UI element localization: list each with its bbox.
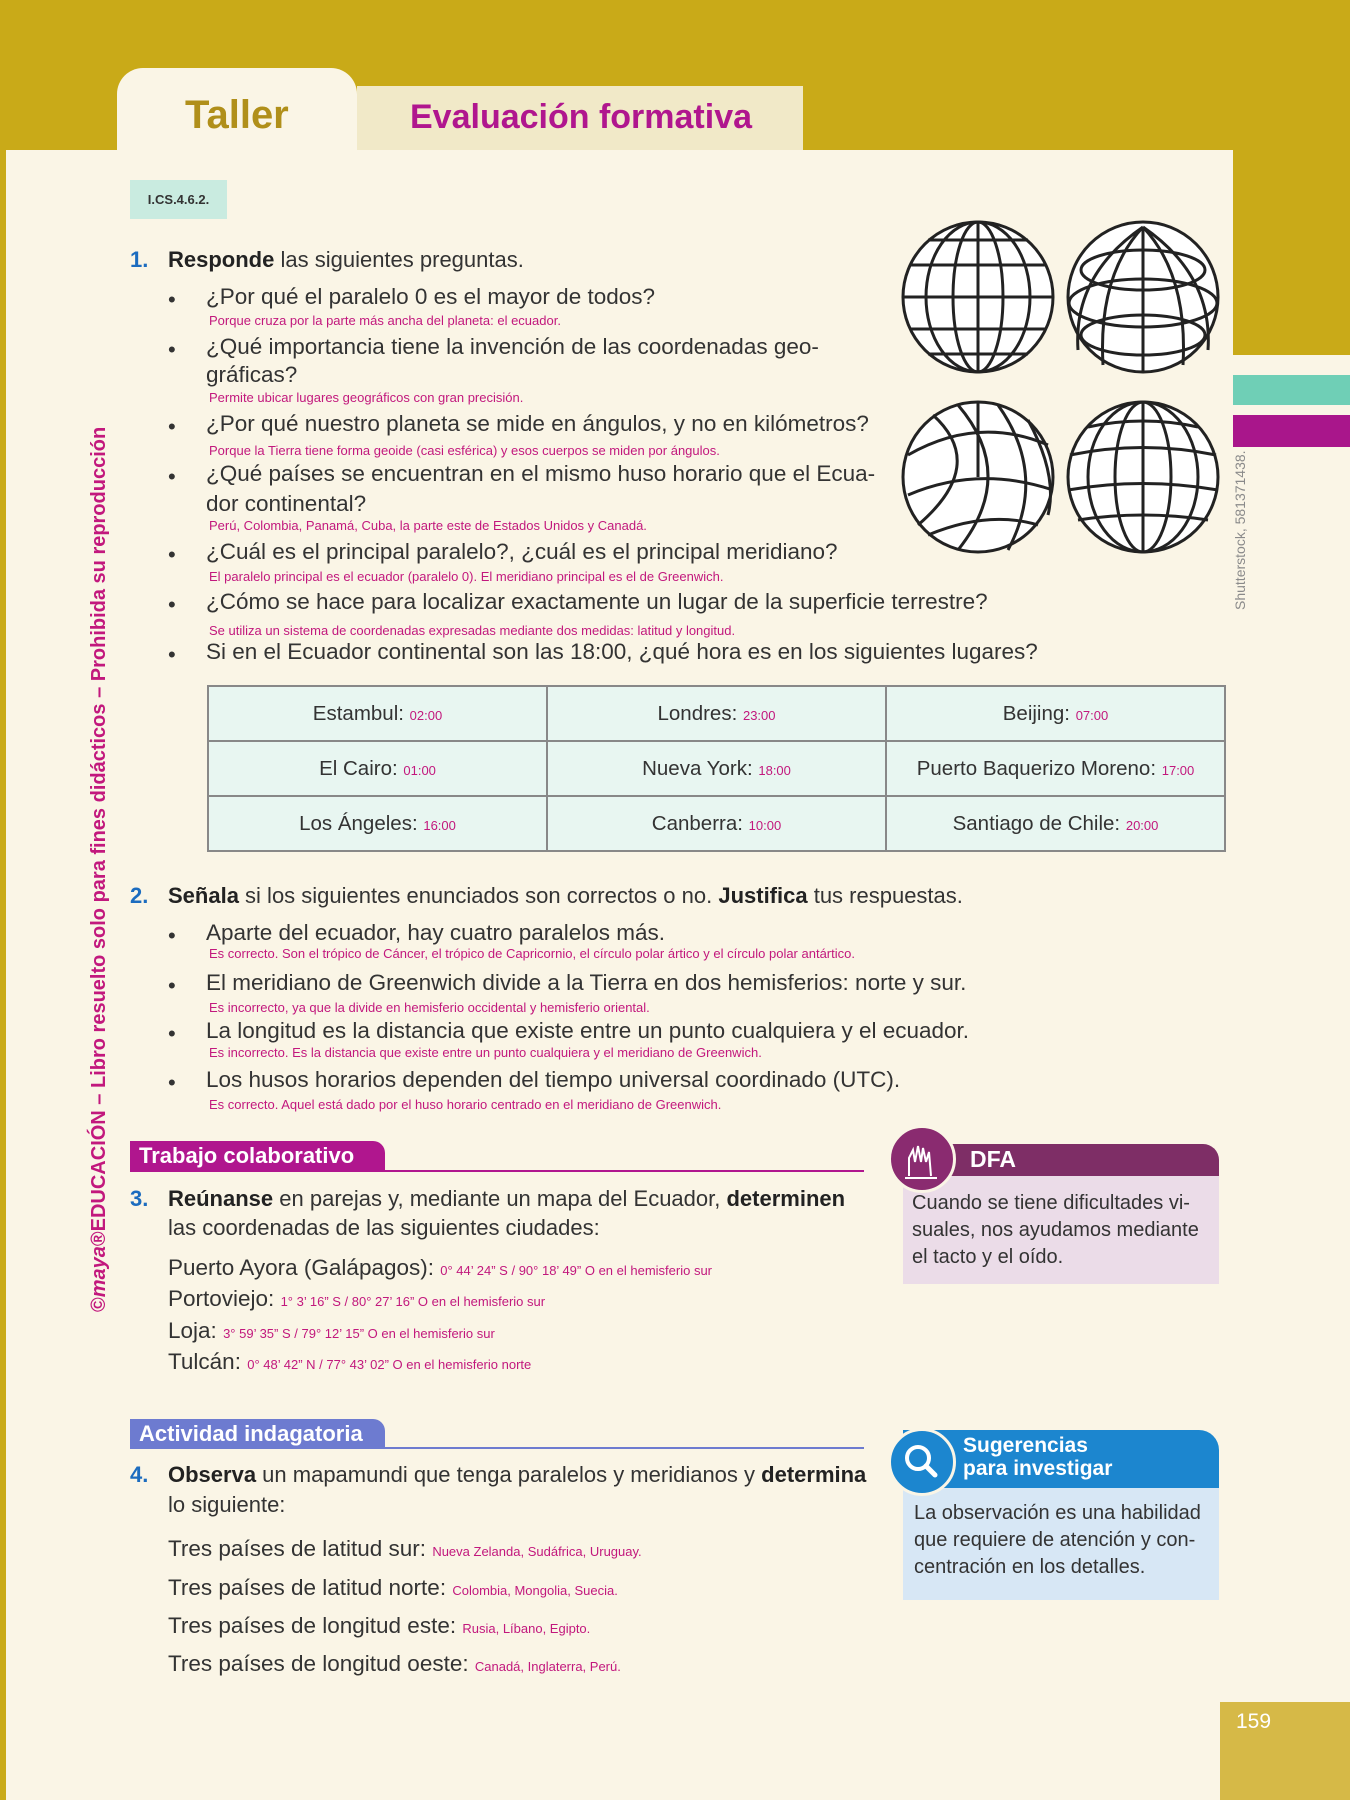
- question-2: [130, 883, 963, 909]
- table-row: [208, 741, 1225, 796]
- question-text: Si en el Ecuador continental son las 18:00, ¿qué hora es en los siguientes lugares?: [206, 639, 1038, 664]
- table-cell: [547, 686, 886, 741]
- answer-time: 10:00: [748, 817, 782, 833]
- table-cell: [886, 686, 1225, 741]
- page-number: 159: [1236, 1710, 1272, 1733]
- instruction-verb: determina: [761, 1462, 867, 1487]
- place-name: Puerto Baquerizo Moreno:: [916, 756, 1157, 780]
- bullet: •: [168, 464, 176, 489]
- sugerencias-text: La observación es una habilidad que requiere de atención y con-centración en los detalles.: [914, 1502, 1201, 1578]
- city-name: Portoviejo:: [168, 1286, 275, 1311]
- table-cell: [886, 796, 1225, 851]
- answer-text: Es incorrecto, ya que la divide en hemisferio occidental y hemisferio oriental.: [209, 1000, 650, 1015]
- bullet: •: [168, 592, 176, 617]
- place-name: Santiago de Chile:: [952, 811, 1121, 835]
- question-text: ¿Por qué nuestro planeta se mide en ángulos, y no en kilómetros?: [206, 411, 869, 436]
- answer-time: 20:00: [1125, 817, 1159, 833]
- answer-text: Colombia, Mongolia, Suecia.: [452, 1583, 618, 1598]
- question-text: ¿Cuál es el principal paralelo?, ¿cuál es el principal meridiano?: [206, 539, 838, 564]
- answer-text: Porque cruza por la parte más ancha del planeta: el ecuador.: [209, 313, 561, 328]
- dfa-title: DFA: [970, 1146, 1016, 1172]
- bullet: •: [168, 973, 176, 998]
- instruction-verb: Justifica: [718, 883, 808, 908]
- city-name: Puerto Ayora (Galápagos):: [168, 1255, 434, 1280]
- question-3: [130, 1186, 845, 1212]
- answer-time: 07:00: [1075, 707, 1109, 723]
- question-text: ¿Por qué el paralelo 0 es el mayor de todos?: [206, 284, 656, 309]
- answer-text: El paralelo principal es el ecuador (paralelo 0). El meridiano principal es el de Greenwich.: [209, 569, 724, 584]
- city-coordinate: [168, 1349, 531, 1375]
- brand-logo-text: maya: [88, 1246, 110, 1298]
- answer-text: Canadá, Inglaterra, Perú.: [474, 1659, 621, 1674]
- answer-text: Es incorrecto. Es la distancia que existe entre un punto cualquiera y el meridiano de Greenwich.: [209, 1045, 762, 1060]
- answer-text: Porque la Tierra tiene forma geoide (casi esférica) y esos cuerpos se miden por ángulos.: [209, 443, 720, 458]
- country-item: [168, 1536, 642, 1562]
- bullet: •: [168, 642, 176, 667]
- answer-text: Es correcto. Aquel está dado por el huso horario centrado en el meridiano de Greenwich.: [209, 1097, 722, 1112]
- answer-time: 01:00: [403, 762, 436, 778]
- image-credit: Shutterstock, 581371438.: [1232, 450, 1248, 610]
- question-text: dor continental?: [206, 491, 367, 516]
- instruction-verb: Señala: [168, 883, 239, 908]
- answer-time: 23:00: [742, 707, 776, 723]
- table-cell: [547, 796, 886, 851]
- table-row: [208, 686, 1225, 741]
- answer-time: 02:00: [409, 707, 443, 723]
- city-coordinate: [168, 1255, 712, 1281]
- item-label: Tres países de latitud norte:: [168, 1575, 447, 1600]
- globe-icon: [1068, 402, 1218, 552]
- actividad-indagatoria-header: Actividad indagatoria: [130, 1419, 385, 1449]
- dfa-text: Cuando se tiene dificultades vi-suales, nos ayudamos mediante el tacto y el oído.: [912, 1192, 1199, 1268]
- side-copyright: [88, 427, 111, 1312]
- item-label: Tres países de longitud este:: [168, 1613, 457, 1638]
- section-title: Taller: [185, 93, 289, 137]
- divider: [130, 1170, 864, 1172]
- answer-text: 3° 59’ 35” S / 79° 12’ 15” O en el hemisferio sur: [223, 1326, 495, 1341]
- place-name: Beijing:: [1002, 701, 1070, 725]
- sugerencias-title: [963, 1434, 1112, 1480]
- right-gold-band: [1233, 0, 1350, 355]
- trabajo-colaborativo-header: Trabajo colaborativo: [130, 1141, 385, 1171]
- magenta-tab: [1233, 415, 1350, 447]
- answer-text: Es correcto. Son el trópico de Cáncer, el trópico de Capricornio, el círculo polar ártico y el círculo polar antártico.: [209, 946, 855, 961]
- instruction-verb: Responde: [168, 247, 275, 272]
- globe-icon: [903, 402, 1053, 552]
- magnifier-icon: [888, 1428, 956, 1496]
- answer-time: 16:00: [423, 817, 456, 833]
- instruction-text: en parejas y, mediante un mapa del Ecuador,: [273, 1186, 727, 1211]
- city-name: Loja:: [168, 1318, 217, 1343]
- statement-text: Aparte del ecuador, hay cuatro paralelos más.: [206, 920, 666, 945]
- country-item: [168, 1651, 621, 1677]
- country-item: [168, 1575, 618, 1601]
- table-cell: [886, 741, 1225, 796]
- table-cell: [208, 796, 547, 851]
- city-name: Tulcán:: [168, 1349, 241, 1374]
- globe-icon: [1068, 222, 1218, 372]
- answer-time: 18:00: [758, 762, 791, 778]
- question-number: 1.: [130, 247, 149, 272]
- answer-text: Se utiliza un sistema de coordenadas expresadas mediante dos medidas: latitud y longitud.: [209, 623, 736, 638]
- divider: [130, 1447, 864, 1449]
- place-name: Los Ángeles:: [299, 811, 418, 835]
- bullet: •: [168, 1021, 176, 1046]
- instruction-text: un mapamundi que tenga paralelos y meridianos y: [256, 1462, 762, 1487]
- instruction-text: tus respuestas.: [807, 883, 963, 908]
- statement-text: El meridiano de Greenwich divide a la Tierra en dos hemisferios: norte y sur.: [206, 970, 967, 995]
- bullet: •: [168, 337, 176, 362]
- answer-text: 0° 44’ 24” S / 90° 18’ 49” O en el hemisferio sur: [440, 1263, 713, 1278]
- instruction-verb: determinen: [726, 1186, 846, 1211]
- answer-text: 0° 48’ 42” N / 77° 43’ 02” O en el hemisferio norte: [247, 1357, 532, 1372]
- bullet: •: [168, 1070, 176, 1095]
- copyright-sign: ©: [88, 1297, 110, 1312]
- question-text: ¿Cómo se hace para localizar exactamente un lugar de la superficie terrestre?: [206, 589, 988, 614]
- bullet: •: [168, 287, 176, 312]
- indicator-code: I.CS.4.6.2.: [130, 180, 227, 219]
- place-name: Nueva York:: [642, 756, 753, 780]
- item-label: Tres países de longitud oeste:: [168, 1651, 469, 1676]
- bullet: •: [168, 414, 176, 439]
- teal-tab: [1233, 375, 1350, 405]
- hands-icon: [888, 1125, 956, 1193]
- city-coordinate: [168, 1286, 545, 1312]
- instruction-verb: Reúnanse: [168, 1186, 274, 1211]
- globes-illustration: [898, 215, 1228, 555]
- instruction-text: las siguientes preguntas.: [274, 247, 524, 272]
- instruction-verb: Observa: [168, 1462, 257, 1487]
- answer-text: Nueva Zelanda, Sudáfrica, Uruguay.: [432, 1544, 642, 1559]
- item-label: Tres países de latitud sur:: [168, 1536, 427, 1561]
- answer-text: 1° 3’ 16” S / 80° 27’ 16” O en el hemisferio sur: [280, 1294, 546, 1309]
- city-coordinate: [168, 1318, 495, 1344]
- sugerencias-title-line: para investigar: [963, 1457, 1113, 1480]
- table-cell: [208, 741, 547, 796]
- answer-text: Rusia, Líbano, Egipto.: [462, 1621, 591, 1636]
- place-name: Estambul:: [312, 701, 404, 725]
- bullet: •: [168, 923, 176, 948]
- bullet: •: [168, 542, 176, 567]
- place-name: Londres:: [657, 701, 738, 725]
- place-name: Canberra:: [651, 811, 743, 835]
- country-item: [168, 1613, 590, 1639]
- side-copyright-text: ®EDUCACIÓN – Libro resuelto solo para fines didácticos – Prohibida su reproducción: [88, 426, 110, 1247]
- question-4: [130, 1462, 866, 1488]
- question-text: ¿Qué importancia tiene la invención de las coordenadas geo-: [206, 334, 819, 359]
- question-number: 4.: [130, 1462, 149, 1487]
- answer-text: Perú, Colombia, Panamá, Cuba, la parte este de Estados Unidos y Canadá.: [209, 518, 647, 533]
- answer-time: 17:00: [1161, 762, 1195, 778]
- sugerencias-title-line: Sugerencias: [963, 1434, 1088, 1457]
- instruction-text: si los siguientes enunciados son correctos o no.: [238, 883, 719, 908]
- statement-text: La longitud es la distancia que existe entre un punto cualquiera y el ecuador.: [206, 1018, 970, 1043]
- place-name: El Cairo:: [319, 756, 398, 780]
- question-text: ¿Qué países se encuentran en el mismo huso horario que el Ecua-: [206, 461, 876, 486]
- globe-icon: [903, 222, 1053, 372]
- instruction-text: las coordenadas de las siguientes ciudades:: [168, 1215, 600, 1240]
- instruction-text: lo siguiente:: [168, 1492, 286, 1517]
- time-zone-table: [207, 685, 1226, 852]
- table-row: [208, 796, 1225, 851]
- question-number: 2.: [130, 883, 149, 908]
- question-1: [130, 247, 524, 273]
- question-number: 3.: [130, 1186, 149, 1211]
- answer-text: Permite ubicar lugares geográficos con gran precisión.: [209, 390, 524, 405]
- statement-text: Los husos horarios dependen del tiempo universal coordinado (UTC).: [206, 1067, 901, 1092]
- page-title: Evaluación formativa: [410, 98, 753, 136]
- table-cell: [547, 741, 886, 796]
- table-cell: [208, 686, 547, 741]
- question-text: gráficas?: [206, 362, 298, 387]
